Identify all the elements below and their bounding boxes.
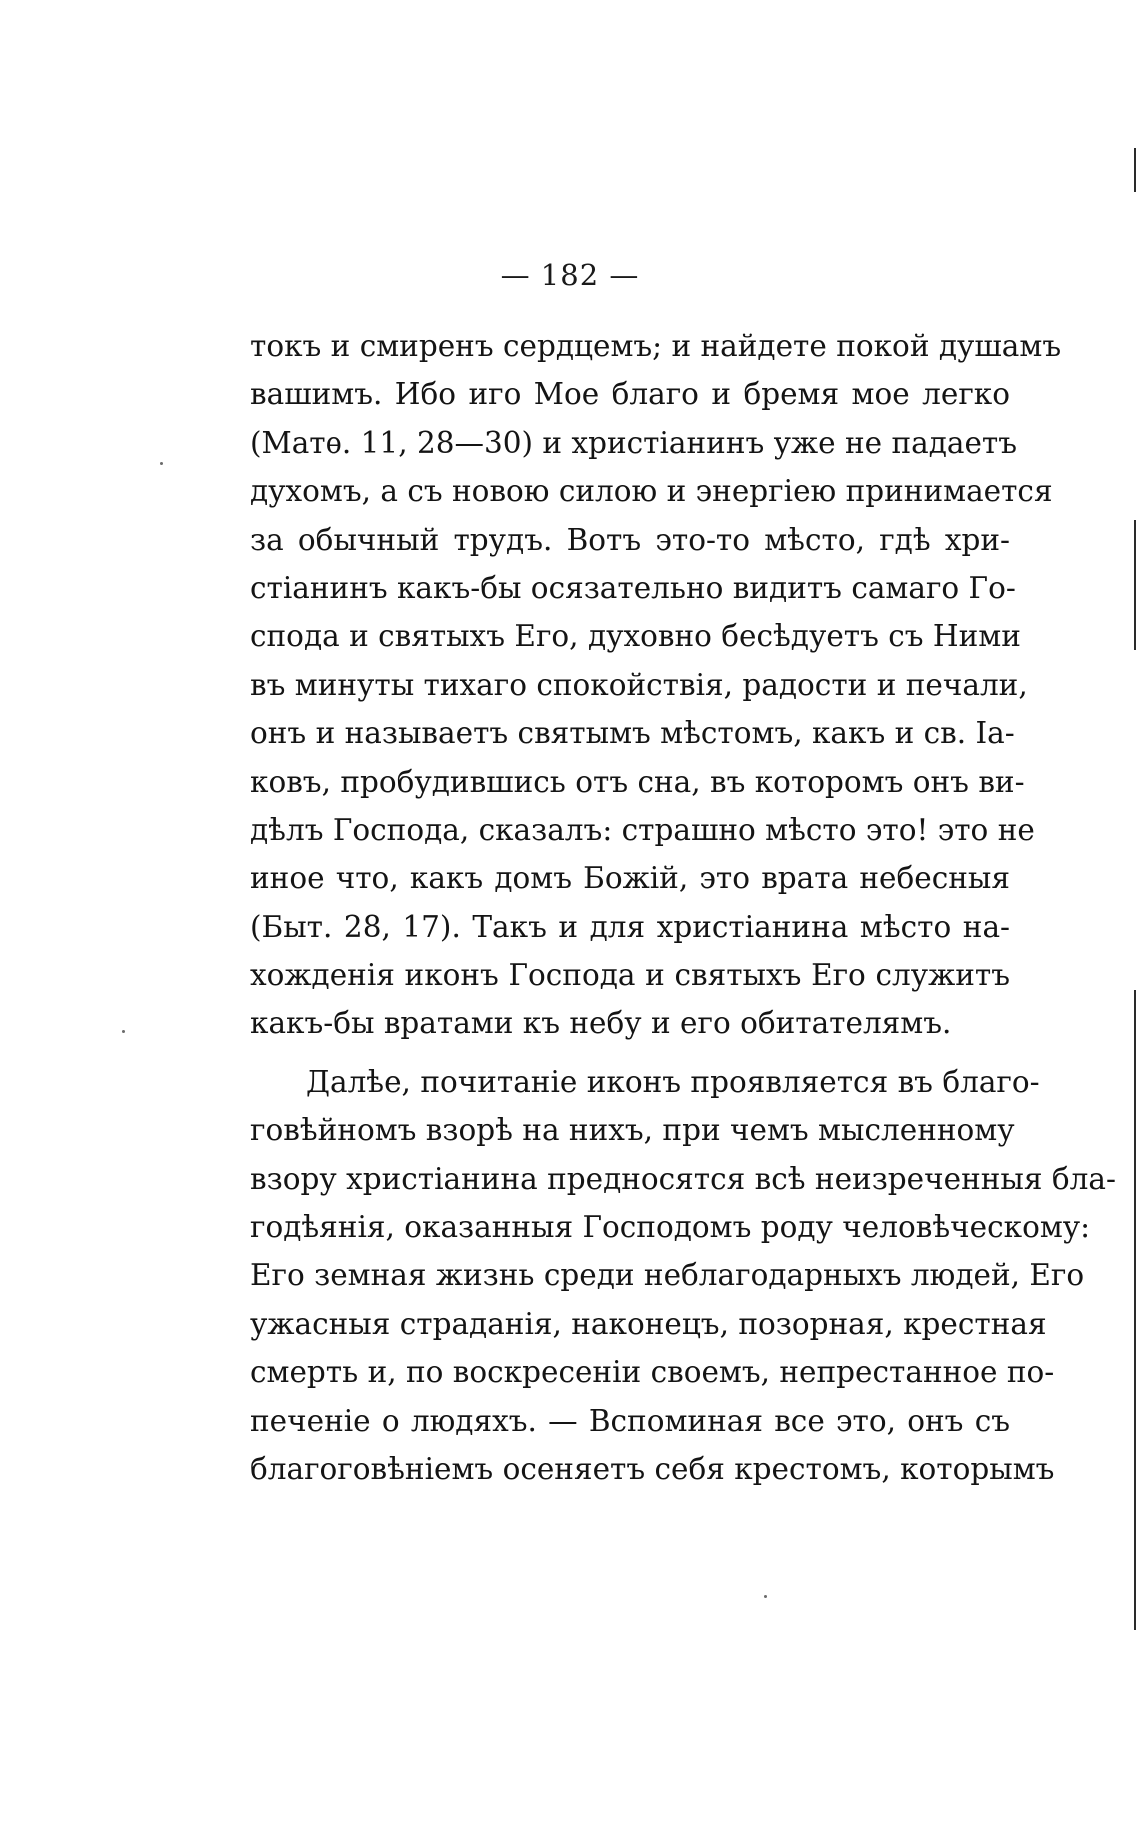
text-line: Далѣе, почитаніе иконъ проявляется въ благо- [306, 1064, 1040, 1099]
text-line: ковъ, пробудившись отъ сна, въ которомъ онъ ви- [250, 764, 1025, 799]
text-line: какъ-бы вратами къ небу и его обитателямъ. [250, 1006, 952, 1041]
text-line: (Быт. 28, 17). Такъ и для христіанина мѣсто на- [250, 909, 1010, 944]
text-line: взору христіанина предносятся всѣ неизреченныя бла- [250, 1161, 1116, 1196]
text-line: онъ и называетъ святымъ мѣстомъ, какъ и св. Іа- [250, 716, 1015, 751]
scan-edge-line [1134, 990, 1136, 1630]
text-line: хожденія иконъ Господа и святыхъ Его служитъ [250, 958, 1010, 993]
text-line: смерть и, по воскресеніи своемъ, непрестанное по- [250, 1355, 1055, 1390]
text-line: годѣянія, оказанныя Господомъ роду человѣческому: [250, 1210, 1091, 1245]
text-line: въ минуты тихаго спокойствія, радости и печали, [250, 667, 1028, 702]
text-line: спода и святыхъ Его, духовно бесѣдуетъ съ Ними [250, 619, 1021, 654]
scan-speck [764, 1595, 767, 1598]
body-text [250, 322, 1116, 1493]
text-line: Его земная жизнь среди неблагодарныхъ людей, Его [250, 1258, 1085, 1293]
text-line: благоговѣніемъ осеняетъ себя крестомъ, которымъ [250, 1451, 1055, 1486]
text-line: (Матѳ. 11, 28—30) и христіанинъ уже не падаетъ [250, 425, 1018, 460]
text-line: за обычный трудъ. Вотъ это-то мѣсто, гдѣ хри- [250, 522, 1010, 557]
text-line: иное что, какъ домъ Божій, это врата небесныя [250, 861, 1010, 896]
scan-edge-line [1134, 520, 1136, 650]
paragraph [250, 1058, 1116, 1494]
scan-speck [122, 1030, 125, 1033]
page-number: — 182 — [500, 258, 640, 292]
text-line: говѣйномъ взорѣ на нихъ, при чемъ мысленному [250, 1113, 1015, 1148]
paragraph [250, 322, 1062, 1048]
text-line: стіанинъ какъ-бы осязательно видитъ самаго Го- [250, 570, 1016, 605]
text-line: токъ и смиренъ сердцемъ; и найдете покой душамъ [250, 329, 1062, 363]
scan-speck [160, 462, 163, 465]
text-line: ужасныя страданія, наконецъ, позорная, крестная [250, 1306, 1047, 1341]
text-line: печеніе о людяхъ. — Вспоминая все это, онъ съ [250, 1403, 1010, 1438]
text-line: дѣлъ Господа, сказалъ: страшно мѣсто это! это не [250, 812, 1035, 847]
text-line: духомъ, а съ новою силою и энергіею принимается [250, 474, 1053, 509]
scan-edge-line [1134, 148, 1136, 192]
text-line: вашимъ. Ибо иго Мое благо и бремя мое легко [250, 377, 1010, 412]
